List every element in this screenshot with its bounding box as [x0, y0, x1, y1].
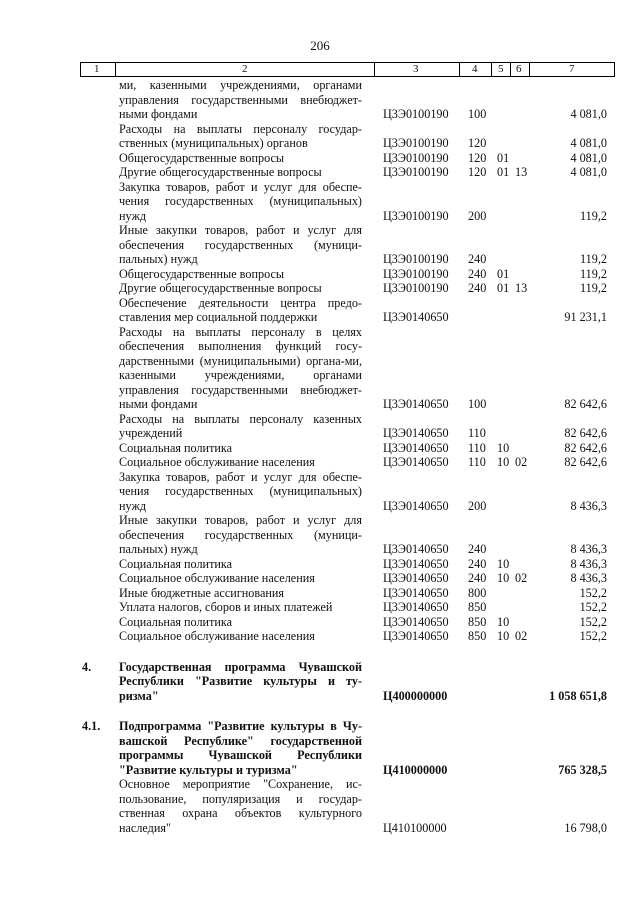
- table-row: [0, 281, 640, 296]
- column-divider: [374, 62, 375, 77]
- budget-table-body: [0, 78, 640, 835]
- row-amount: 8 436,3: [570, 542, 607, 556]
- row-amount: 152,2: [579, 600, 607, 614]
- row-amount: 8 436,3: [570, 556, 607, 571]
- subsection-code: 13: [515, 165, 528, 179]
- header-top-rule: [80, 62, 614, 63]
- row-description: Социальная политика: [119, 614, 233, 629]
- row-amount: 1 058 651,8: [549, 688, 607, 703]
- table-row: [0, 325, 640, 412]
- table-row: [0, 455, 640, 470]
- section-code: 01: [497, 266, 510, 281]
- row-amount: 8 436,3: [570, 571, 607, 585]
- table-row: [0, 660, 640, 704]
- row-amount: 16 798,0: [564, 820, 607, 835]
- row-amount: 8 436,3: [570, 498, 607, 513]
- row-amount: 152,2: [579, 585, 607, 600]
- target-article-code: Ц3Э0140650: [383, 600, 449, 614]
- target-article-code: Ц3Э0140650: [383, 498, 449, 513]
- table-row: [0, 600, 640, 615]
- row-amount: 82 642,6: [564, 397, 607, 411]
- row-description: Расходы на выплаты персоналу в целях обеспечения выполнения функций госу-дарственными (муниципальными) органа-ми, казенными учреждениями, органами управления государственными внебюджет-ными фондами: [119, 324, 362, 411]
- expense-type-code: 120: [468, 136, 487, 150]
- row-amount: 119,2: [580, 208, 607, 223]
- subsection-code: 02: [515, 629, 528, 643]
- expense-type-code: 240: [468, 542, 487, 556]
- table-row: [0, 719, 640, 777]
- row-amount: 82 642,6: [564, 455, 607, 469]
- expense-type-code: 100: [468, 397, 487, 411]
- row-amount: 152,2: [579, 629, 607, 643]
- table-row: [0, 412, 640, 441]
- table-row: [0, 615, 640, 630]
- expense-type-code: 240: [468, 571, 487, 585]
- table-row: [0, 122, 640, 151]
- row-amount: 119,2: [580, 281, 607, 295]
- row-description: Социальная политика: [119, 440, 233, 455]
- section-code: 01: [497, 281, 510, 295]
- row-amount: 82 642,6: [564, 426, 607, 440]
- target-article-code: Ц3Э0140650: [383, 455, 449, 469]
- section-code: 10: [497, 440, 510, 455]
- target-article-code: Ц3Э0140650: [383, 440, 449, 455]
- table-row: [0, 777, 640, 835]
- row-amount: 82 642,6: [564, 440, 607, 455]
- row-description: Обеспечение деятельности центра предо-ставления мер социальной поддержки: [119, 295, 362, 324]
- expense-type-code: 850: [468, 600, 487, 614]
- expense-type-code: 110: [468, 455, 486, 469]
- column-header-2: 2: [242, 63, 248, 75]
- row-amount: 4 081,0: [570, 150, 607, 165]
- expense-type-code: 200: [468, 208, 487, 223]
- target-article-code: Ц3Э0140650: [383, 542, 449, 556]
- subsection-code: 13: [515, 281, 528, 295]
- target-article-code: Ц3Э0100190: [383, 107, 449, 121]
- row-description: Социальная политика: [119, 556, 233, 571]
- section-code: 10: [497, 556, 510, 571]
- target-article-code: Ц410000000: [383, 762, 448, 777]
- table-row: [0, 513, 640, 557]
- column-header-7: 7: [569, 63, 575, 75]
- row-spacer: [0, 703, 640, 719]
- row-description: Общегосударственные вопросы: [119, 266, 285, 281]
- column-divider: [491, 62, 492, 77]
- section-code: 01: [497, 165, 510, 179]
- row-description: Иные закупки товаров, работ и услуг для обеспечения государственных (муници-пальных) нужд: [119, 513, 362, 556]
- row-description: ми, казенными учреждениями, органами управления государственными внебюджет-ными фондами: [119, 78, 362, 121]
- expense-type-code: 240: [468, 252, 487, 266]
- target-article-code: Ц3Э0140650: [383, 614, 449, 629]
- table-row: [0, 557, 640, 572]
- column-header-6: 6: [516, 63, 522, 75]
- row-description: Социальное обслуживание населения: [119, 629, 315, 643]
- expense-type-code: 850: [468, 614, 487, 629]
- row-description: Закупка товаров, работ и услуг для обеспе-чения государственных (муниципальных) нужд: [119, 179, 362, 223]
- row-description: Социальное обслуживание населения: [119, 571, 315, 585]
- subsection-code: 02: [515, 571, 528, 585]
- row-description: Иные бюджетные ассигнования: [119, 585, 285, 600]
- column-divider: [614, 62, 615, 77]
- row-amount: 765 328,5: [558, 762, 607, 777]
- target-article-code: Ц3Э0140650: [383, 556, 449, 571]
- row-amount: 119,2: [580, 252, 607, 266]
- expense-type-code: 120: [468, 165, 487, 179]
- row-description: Закупка товаров, работ и услуг для обеспе-чения государственных (муниципальных) нужд: [119, 469, 362, 513]
- target-article-code: Ц3Э0140650: [383, 629, 449, 643]
- expense-type-code: 120: [468, 150, 487, 165]
- target-article-code: Ц400000000: [383, 688, 448, 703]
- column-header-3: 3: [413, 63, 419, 75]
- row-description: Расходы на выплаты персоналу казенных учреждений: [119, 411, 362, 440]
- table-row: [0, 151, 640, 166]
- target-article-code: Ц3Э0100190: [383, 266, 449, 281]
- expense-type-code: 800: [468, 585, 487, 600]
- table-row: [0, 78, 640, 122]
- expense-type-code: 240: [468, 266, 487, 281]
- target-article-code: Ц3Э0140650: [383, 397, 449, 411]
- target-article-code: Ц3Э0100190: [383, 150, 449, 165]
- target-article-code: Ц3Э0100190: [383, 136, 449, 150]
- row-description: Другие общегосударственные вопросы: [119, 281, 322, 295]
- table-row: [0, 470, 640, 514]
- table-row: [0, 629, 640, 644]
- row-description: Иные закупки товаров, работ и услуг для обеспечения государственных (муници-пальных) нужд: [119, 223, 362, 266]
- column-divider: [529, 62, 530, 77]
- row-amount: 4 081,0: [570, 136, 607, 150]
- column-divider: [115, 62, 116, 77]
- target-article-code: Ц3Э0140650: [383, 310, 449, 324]
- row-description: Другие общегосударственные вопросы: [119, 165, 322, 179]
- expense-type-code: 240: [468, 556, 487, 571]
- row-amount: 91 231,1: [564, 310, 607, 324]
- target-article-code: Ц3Э0140650: [383, 585, 449, 600]
- table-row: [0, 223, 640, 267]
- row-amount: 152,2: [579, 614, 607, 629]
- expense-type-code: 200: [468, 498, 487, 513]
- row-description: Основное мероприятие "Сохранение, ис-пользование, популяризация и государ-ственная охрана объектов культурного наследия": [119, 777, 362, 835]
- table-row: [0, 180, 640, 224]
- table-row: [0, 267, 640, 282]
- section-code: 10: [497, 614, 510, 629]
- row-spacer: [0, 644, 640, 660]
- expense-type-code: 110: [468, 440, 486, 455]
- row-description: Государственная программа Чувашской Республики "Развитие культуры и ту-ризма": [119, 659, 362, 703]
- row-amount: 4 081,0: [570, 107, 607, 121]
- column-header-5: 5: [498, 63, 504, 75]
- column-header-1: 1: [94, 63, 100, 75]
- expense-type-code: 850: [468, 629, 487, 643]
- column-divider: [510, 62, 511, 77]
- row-description: Социальное обслуживание населения: [119, 455, 315, 469]
- table-row: [0, 441, 640, 456]
- row-description: Уплата налогов, сборов и иных платежей: [119, 600, 333, 614]
- section-code: 01: [497, 150, 510, 165]
- header-bottom-rule: [80, 76, 614, 77]
- table-row: [0, 165, 640, 180]
- row-number: 4.: [82, 659, 92, 674]
- section-code: 10: [497, 629, 510, 643]
- expense-type-code: 240: [468, 281, 487, 295]
- column-divider: [80, 62, 81, 77]
- column-header-4: 4: [472, 63, 478, 75]
- expense-type-code: 110: [468, 426, 486, 440]
- target-article-code: Ц3Э0100190: [383, 208, 449, 223]
- column-divider: [459, 62, 460, 77]
- row-description: Расходы на выплаты персоналу государ-ственных (муниципальных) органов: [119, 121, 362, 150]
- table-row: [0, 586, 640, 601]
- section-code: 10: [497, 571, 510, 585]
- expense-type-code: 100: [468, 107, 487, 121]
- target-article-code: Ц3Э0100190: [383, 281, 449, 295]
- page-number: 206: [310, 38, 330, 53]
- target-article-code: Ц3Э0140650: [383, 426, 449, 440]
- subsection-code: 02: [515, 455, 528, 469]
- row-amount: 4 081,0: [570, 165, 607, 179]
- section-code: 10: [497, 455, 510, 469]
- row-amount: 119,2: [580, 266, 607, 281]
- target-article-code: Ц410100000: [383, 820, 447, 835]
- target-article-code: Ц3Э0140650: [383, 571, 449, 585]
- row-description: Общегосударственные вопросы: [119, 150, 285, 165]
- row-number: 4.1.: [82, 719, 101, 733]
- table-row: [0, 296, 640, 325]
- target-article-code: Ц3Э0100190: [383, 252, 449, 266]
- table-row: [0, 571, 640, 586]
- row-description: Подпрограмма "Развитие культуры в Чу-вашской Республике" государственной программы Чувашской Республики "Развитие культуры и туризма": [119, 719, 362, 777]
- target-article-code: Ц3Э0100190: [383, 165, 449, 179]
